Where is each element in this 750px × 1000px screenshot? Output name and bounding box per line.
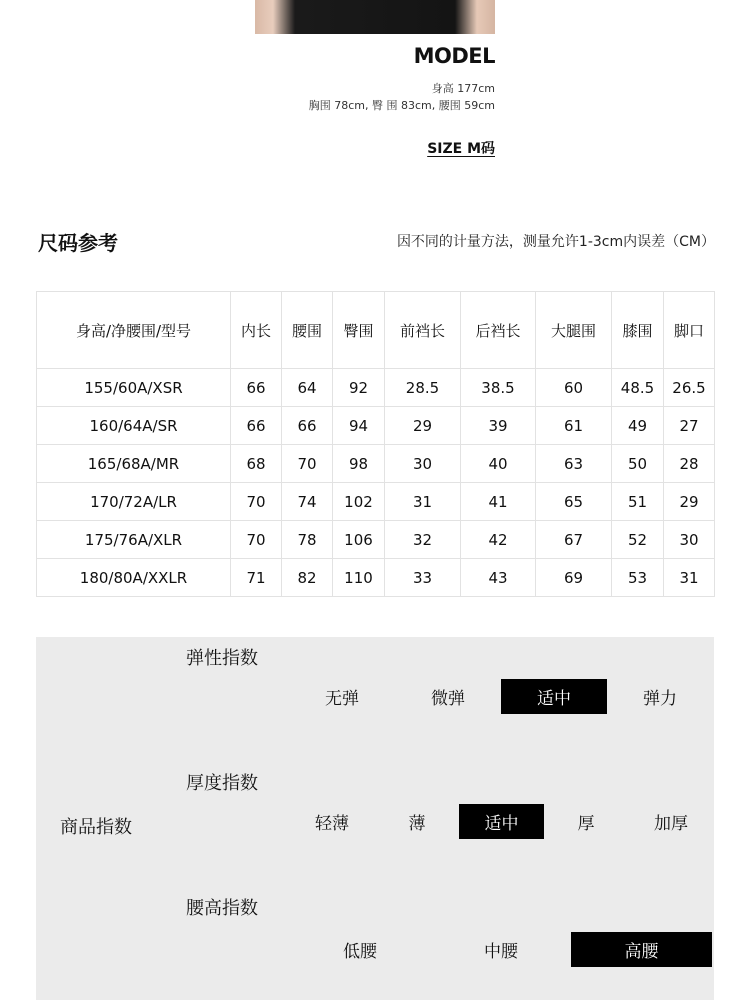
table-cell: 64	[282, 369, 333, 407]
table-cell: 30	[385, 445, 461, 483]
table-row	[37, 483, 715, 521]
product-index-panel	[36, 637, 714, 1000]
table-cell: 71	[231, 559, 282, 597]
table-cell: 69	[536, 559, 612, 597]
table-cell: 66	[231, 407, 282, 445]
table-cell: 92	[333, 369, 385, 407]
table-cell: 30	[664, 521, 715, 559]
table-cell: 66	[231, 369, 282, 407]
table-cell: 27	[664, 407, 715, 445]
table-cell: 48.5	[612, 369, 664, 407]
header-cell: 内长	[231, 292, 282, 369]
thickness-option-thin: 薄	[408, 814, 426, 834]
model-size: SIZE M码	[427, 141, 495, 157]
table-cell: 29	[664, 483, 715, 521]
table-cell: 70	[282, 445, 333, 483]
thickness-option-extra-thick: 加厚	[654, 814, 688, 834]
table-cell: 29	[385, 407, 461, 445]
header-cell: 大腿围	[536, 292, 612, 369]
waist-option-high-selected: 高腰	[571, 932, 712, 967]
header-cell: 腰围	[282, 292, 333, 369]
size-table-header-row	[37, 292, 715, 369]
table-row	[37, 369, 715, 407]
table-cell: 60	[536, 369, 612, 407]
header-cell: 脚口	[664, 292, 715, 369]
table-cell: 52	[612, 521, 664, 559]
table-cell: 160/64A/SR	[37, 407, 231, 445]
table-row	[37, 521, 715, 559]
thickness-option-moderate-selected: 适中	[459, 804, 544, 839]
header-cell: 身高/净腰围/型号	[37, 292, 231, 369]
model-height: 身高 177cm	[431, 82, 495, 95]
table-row	[37, 407, 715, 445]
header-cell: 后裆长	[461, 292, 536, 369]
table-cell: 32	[385, 521, 461, 559]
table-cell: 49	[612, 407, 664, 445]
table-row	[37, 445, 715, 483]
elasticity-option-moderate-selected: 适中	[501, 679, 607, 714]
table-cell: 102	[333, 483, 385, 521]
table-cell: 74	[282, 483, 333, 521]
table-cell: 26.5	[664, 369, 715, 407]
elasticity-option-none: 无弹	[325, 689, 359, 709]
table-cell: 70	[231, 483, 282, 521]
product-index-title: 商品指数	[60, 817, 132, 838]
table-cell: 38.5	[461, 369, 536, 407]
table-row	[37, 559, 715, 597]
thickness-option-light-thin: 轻薄	[315, 814, 349, 834]
table-cell: 42	[461, 521, 536, 559]
size-reference-note: 因不同的计量方法，测量允许1-3cm内误差（CM）	[396, 234, 715, 250]
table-cell: 33	[385, 559, 461, 597]
table-cell: 28.5	[385, 369, 461, 407]
table-cell: 98	[333, 445, 385, 483]
table-cell: 175/76A/XLR	[37, 521, 231, 559]
model-measurements: 胸围 78cm, 臀 围 83cm, 腰围 59cm	[308, 99, 495, 112]
table-cell: 53	[612, 559, 664, 597]
table-cell: 165/68A/MR	[37, 445, 231, 483]
table-cell: 155/60A/XSR	[37, 369, 231, 407]
table-cell: 31	[385, 483, 461, 521]
table-cell: 43	[461, 559, 536, 597]
elasticity-option-stretch: 弹力	[643, 689, 677, 709]
table-cell: 94	[333, 407, 385, 445]
table-cell: 28	[664, 445, 715, 483]
table-cell: 41	[461, 483, 536, 521]
model-title: MODEL	[413, 44, 495, 68]
table-cell: 82	[282, 559, 333, 597]
header-cell: 臀围	[333, 292, 385, 369]
elasticity-label: 弹性指数	[186, 648, 258, 669]
elasticity-option-slight: 微弹	[431, 689, 465, 709]
table-cell: 66	[282, 407, 333, 445]
size-table	[36, 291, 715, 597]
table-cell: 39	[461, 407, 536, 445]
header-cell: 前裆长	[385, 292, 461, 369]
table-cell: 78	[282, 521, 333, 559]
table-cell: 63	[536, 445, 612, 483]
table-cell: 40	[461, 445, 536, 483]
size-reference-title: 尺码参考	[38, 231, 118, 255]
table-cell: 106	[333, 521, 385, 559]
waist-option-mid: 中腰	[484, 942, 518, 962]
waist-height-label: 腰高指数	[186, 898, 258, 919]
table-cell: 67	[536, 521, 612, 559]
header-cell: 膝围	[612, 292, 664, 369]
table-cell: 31	[664, 559, 715, 597]
thickness-option-thick: 厚	[577, 814, 595, 834]
table-cell: 110	[333, 559, 385, 597]
table-cell: 170/72A/LR	[37, 483, 231, 521]
table-cell: 68	[231, 445, 282, 483]
waist-option-low: 低腰	[343, 942, 377, 962]
table-cell: 180/80A/XXLR	[37, 559, 231, 597]
table-cell: 51	[612, 483, 664, 521]
model-photo	[255, 0, 495, 34]
table-cell: 50	[612, 445, 664, 483]
table-cell: 65	[536, 483, 612, 521]
thickness-label: 厚度指数	[186, 773, 258, 794]
table-cell: 70	[231, 521, 282, 559]
table-cell: 61	[536, 407, 612, 445]
